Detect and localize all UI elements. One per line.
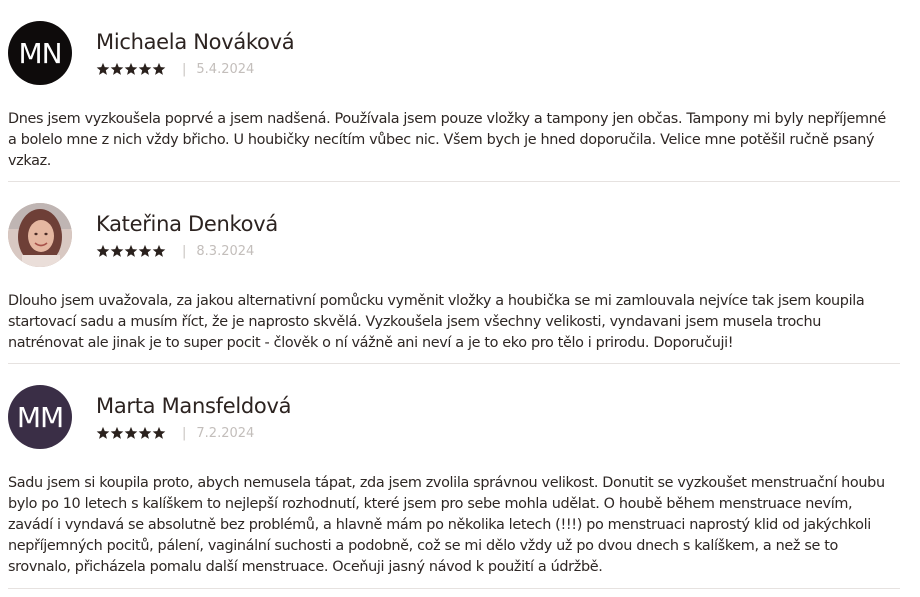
review-date: 5.4.2024 [196,61,255,77]
avatar [8,385,72,449]
review-text: Sadu jsem si koupila proto, abych nemusela tápat, zda jsem zvolila správnou velikost. Donutit se vyzkoušet menstruační houbu bylo po 10 letech s kalíškem to nejlepší rozhodnutí, které jsem pro sebe mohla udělat. O houbě během menstruace nevím, zavádí i vyndavá se absolutně bez problémů, a hlavně mám po několika letech (!!!) po menstruaci naprostý klid od jakýchkoli nepříjemných pocitů, pálení, vaginální suchosti a podobně, což se mi dělo vždy už po dvou dnech s kalíškem, a než se to srovnalo, přicházela pomalu další menstruace. Oceňuji jasný návod k použití a údržbě. [8,475,885,575]
review-meta [96,60,254,78]
star-icon [152,426,166,440]
review-text: Dlouho jsem uvažovala, za jakou alternativní pomůcku vyměnit vložky a houbička se mi zamlouvala nejvíce tak jsem koupila startovací sadu a musím říct, že je naprosto skvělá. Vyzkoušela jsem všechny velikosti, vyndavani jsem musela trochu natrénovat ale jinak je to super pocit - člověk o ní vážně ani neví a je to eko pro tělo i prirodu. Doporučuji! [8,293,865,351]
meta-separator: | [182,425,187,441]
star-icon [124,62,138,76]
avatar [8,21,72,85]
star-icon [96,244,110,258]
review-date: 7.2.2024 [196,425,255,441]
review-author: Kateřina Denková [96,212,278,236]
star-icon [152,244,166,258]
rating-stars [96,426,166,440]
review-meta [96,242,254,260]
star-icon [110,62,124,76]
rating-stars [96,244,166,258]
star-icon [138,426,152,440]
star-icon [124,426,138,440]
review-header [8,203,900,291]
star-icon [124,244,138,258]
review-author: Michaela Nováková [96,30,295,54]
review-header [8,385,900,473]
review-date: 8.3.2024 [196,243,255,259]
meta-separator: | [182,243,187,259]
star-icon [96,62,110,76]
review-author: Marta Mansfeldová [96,394,292,418]
meta-separator: | [182,61,187,77]
star-icon [96,426,110,440]
star-icon [138,62,152,76]
star-icon [138,244,152,258]
star-icon [110,244,124,258]
avatar [8,203,72,267]
review-meta [96,424,254,442]
avatar-photo-icon [8,203,72,267]
review-item [8,203,900,364]
rating-stars [96,62,166,76]
review-item [8,21,900,182]
star-icon [152,62,166,76]
review-item [8,385,900,589]
review-header [8,21,900,109]
avatar-initials: MM [16,400,64,434]
review-text: Dnes jsem vyzkoušela poprvé a jsem nadšená. Používala jsem pouze vložky a tampony jen občas. Tampony mi byly nepříjemné a bolelo mne z nich vždy břicho. U houbičky necítím vůbec nic. Všem bych je hned doporučila. Velice mne potěšil ručně psaný vzkaz. [8,111,886,169]
star-icon [110,426,124,440]
avatar-initials: MN [18,36,62,70]
